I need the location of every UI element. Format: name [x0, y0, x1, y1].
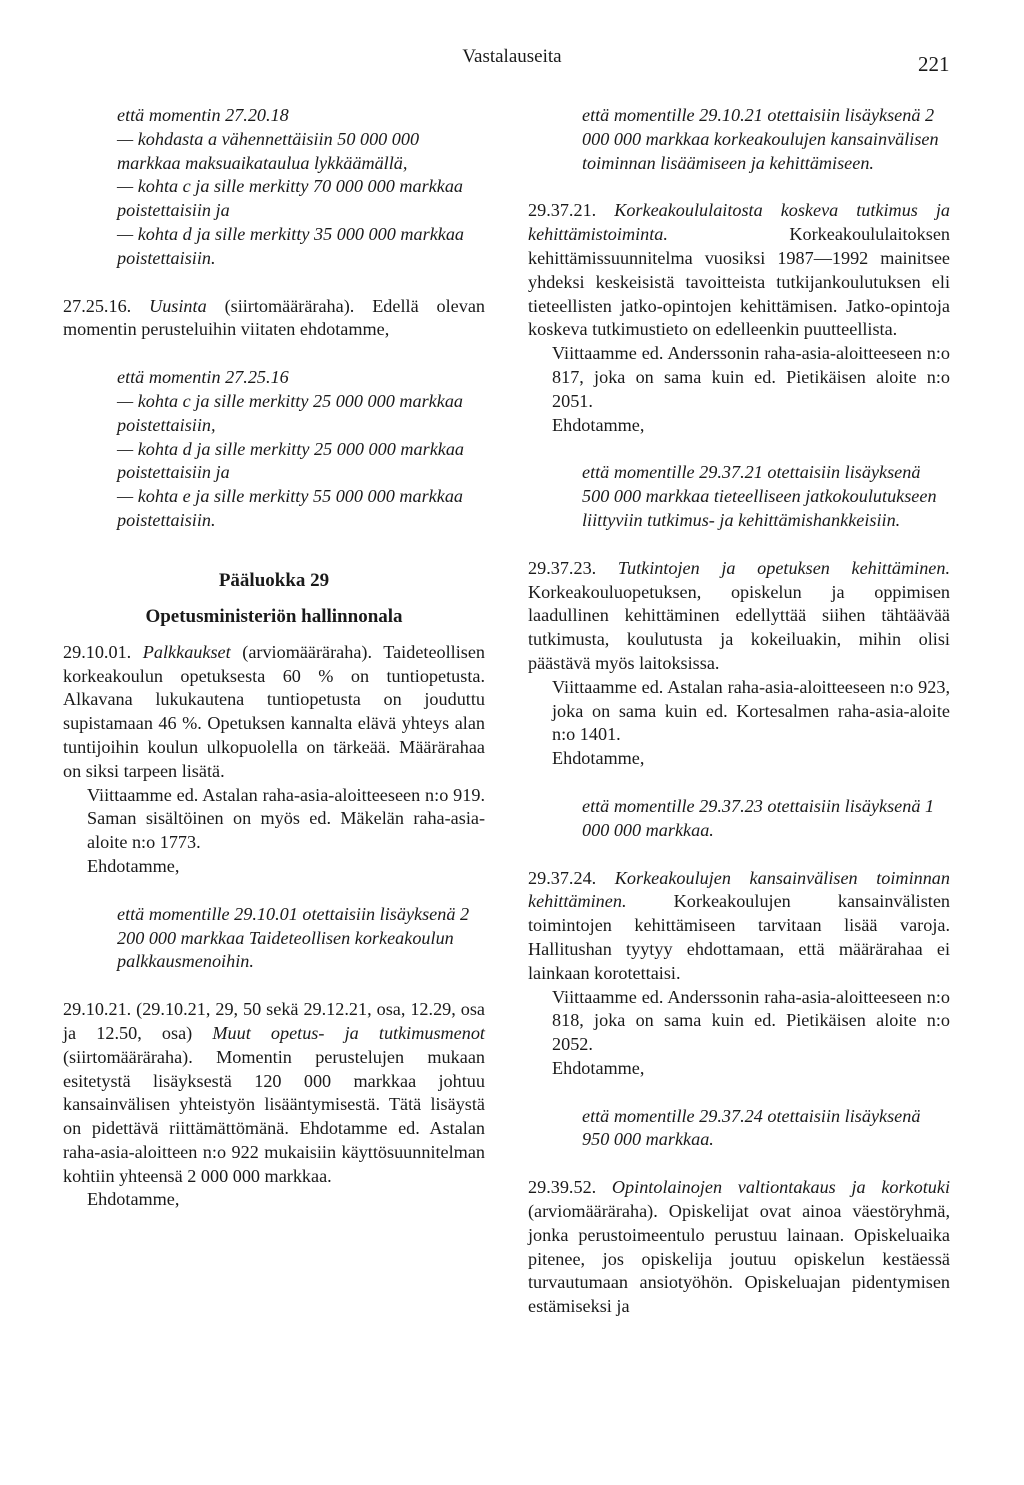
page-number: 221 [918, 52, 950, 76]
motion-item: — kohta d ja sille merkitty 35 000 000 markkaa poistettaisiin. [117, 223, 465, 268]
paragraph-29-37-21 [528, 199, 950, 342]
item-text: (siirtomääräraha). Momentin perustelujen mukaan esitetystä lisäyksestä 120 000 markkaa johtuu kansainvälisen yhteistyön lisääntymisestä. Tätä lisäystä on pidettävä riittämättömänä. Ehdotamme ed. Astalan raha-asia-aloitteen n:o 922 mukaisiin käyttösuunnitelman kohtiin yhteensä 2 000 000 markkaa. [63, 1046, 485, 1186]
motion-item: — kohta c ja sille merkitty 70 000 000 markkaa poistettaisiin ja [117, 176, 464, 221]
right-column [528, 104, 950, 1319]
motion-27-20-18 [63, 104, 485, 271]
reference-text: Viittaamme ed. Astalan raha-asia-aloitteeseen n:o 919. Saman sisältöinen on myös ed. Mäkelän raha-asia-aloite n:o 1773. [87, 784, 485, 853]
reference-text: Viittaamme ed. Anderssonin raha-asia-aloitteeseen n:o 818, joka on sama kuin ed. Pietikäisen aloite n:o 2052. [552, 986, 950, 1055]
motion-item: — kohta c ja sille merkitty 25 000 000 markkaa poistettaisiin, [117, 390, 464, 435]
item-title: Muut opetus- ja tutkimusmenot [212, 1022, 485, 1043]
item-title: Uusinta [149, 295, 207, 316]
item-text: (siirtomääräraha). Edellä olevan momentin perusteluihin viitaten ehdotamme, [63, 295, 486, 340]
item-number: 29.37.23. [528, 557, 597, 578]
proposal-text: Ehdotamme, [552, 748, 645, 769]
proposal-text: Ehdotamme, [552, 1057, 645, 1078]
item-pretext: (29.10.21, 29, 50 sekä 29.12.21, osa, 12.29, osa ja 12.50, osa) [63, 999, 485, 1043]
paragraph-27-25-16 [63, 295, 485, 343]
motion-29-10-01: että momentille 29.10.01 otettaisiin lisäyksenä 2 200 000 markkaa Taideteollisen korkeakoulun palkkausmenoihin. [117, 903, 470, 972]
motion-item: — kohta e ja sille merkitty 55 000 000 markkaa poistettaisiin. [117, 486, 464, 530]
paragraph-29-10-21 [63, 998, 485, 1188]
motion-29-37-23: että momentille 29.37.23 otettaisiin lisäyksenä 1 000 000 markkaa. [582, 795, 935, 840]
left-column [63, 104, 485, 1212]
reference-text: Viittaamme ed. Astalan raha-asia-aloitteeseen n:o 923, joka on sama kuin ed. Kortesalmen raha-asia-aloite n:o 1401. [552, 676, 950, 745]
paragraph-29-39-52 [528, 1176, 950, 1319]
item-text: Korkeakouluopetuksen, opiskelun ja oppimisen laadullinen kehittäminen edellyttää siihen tähtäävää tutkimusta, koulutusta ja kokeiluakin, mihin olisi päästävä myös laitoksissa. [528, 581, 950, 673]
item-title: Opintolainojen valtiontakaus ja korkotuki [611, 1177, 950, 1198]
item-text: (arviomääräraha). Taideteollisen korkeakoulun opetuksesta 60 % on tuntiopetusta. Alkavana lukukautena tuntiopetusta on jouduttu supistamaan 46 %. Opetuksen kannalta elävä yhteys alan tuntijoihin koulun ulkopuolella on tärkeää. Määrärahaa on siksi tarpeen lisätä. [63, 641, 486, 781]
item-text: (arviomääräraha). Opiskelijat ovat ainoa väestöryhmä, jonka perustoimeentulo perustuu lainaan. Opiskeluaika pitenee, jos opiskelija joutuu opiskelun kestäessä turvautumaan ansiotyöhön. Opiskeluajan pidentymisen estämiseksi ja [528, 1201, 950, 1317]
section-title: Pääluokka 29 [218, 569, 330, 591]
proposal-text: Ehdotamme, [552, 414, 645, 435]
running-header: Vastalauseita [462, 46, 562, 67]
item-number: 29.10.21. [63, 999, 132, 1020]
motion-heading: että momentin 27.25.16 [117, 367, 289, 388]
item-title: Palkkaukset [142, 641, 231, 662]
section-subtitle: Opetusministeriön hallinnonala [145, 605, 403, 627]
motion-item: — kohdasta a vähennettäisiin 50 000 000 markkaa maksuaikataulua lykkäämällä, [117, 128, 420, 173]
item-text: Korkeakoulujen kansainvälisten toimintojen kehittämiseen tarvitaan lisää varoja. Hallitushan tyytyy ehdottamaan, että määrärahaa ei lainkaan korotettaisi. [528, 891, 950, 983]
paragraph-29-10-01 [63, 641, 485, 784]
paragraph-29-37-23 [528, 557, 950, 676]
proposal-text: Ehdotamme, [87, 1189, 180, 1210]
motion-27-25-16 [63, 366, 485, 533]
motion-item: — kohta d ja sille merkitty 25 000 000 markkaa poistettaisiin ja [117, 438, 465, 483]
item-title: Korkeakoululaitosta koskeva tutkimus ja kehittämistoiminta. [528, 200, 950, 245]
motion-29-37-21: että momentille 29.37.21 otettaisiin lisäyksenä 500 000 markkaa tieteelliseen jatkokoulutukseen liittyviin tutkimus- ja kehittämishankkeisiin. [582, 462, 937, 530]
item-title: Tutkintojen ja opetuksen kehittäminen. [617, 557, 951, 578]
item-number: 27.25.16. [63, 295, 132, 316]
item-number: 29.37.21. [528, 200, 597, 221]
paragraph-29-37-24 [528, 867, 950, 986]
item-number: 29.37.24. [528, 867, 597, 888]
proposal-text: Ehdotamme, [87, 855, 180, 876]
motion-heading: että momentin 27.20.18 [117, 105, 289, 125]
item-text: Korkeakoululaitoksen kehittämissuunnitelma vuosiksi 1987—1992 mainitsee yhdeksi keskeisistä tavoitteista tutkijankoulutuksen eli tieteellisten jatko-opintojen kehittämisen. Jatko-opintoja koskeva tutkimustieto on edelleenkin puutteellista. [528, 224, 950, 340]
item-number: 29.10.01. [63, 641, 132, 662]
motion-29-10-21: että momentille 29.10.21 otettaisiin lisäyksenä 2 000 000 markkaa korkeakoulujen kansainvälisen toiminnan lisäämiseen ja kehittämiseen. [582, 105, 939, 173]
item-title: Korkeakoulujen kansainvälisen toiminnan kehittäminen. [528, 867, 950, 912]
reference-text: Viittaamme ed. Anderssonin raha-asia-aloitteeseen n:o 817, joka on sama kuin ed. Pietikäisen aloite n:o 2051. [552, 343, 950, 411]
item-number: 29.39.52. [528, 1177, 597, 1198]
motion-29-37-24: että momentille 29.37.24 otettaisiin lisäyksenä 950 000 markkaa. [582, 1105, 921, 1150]
